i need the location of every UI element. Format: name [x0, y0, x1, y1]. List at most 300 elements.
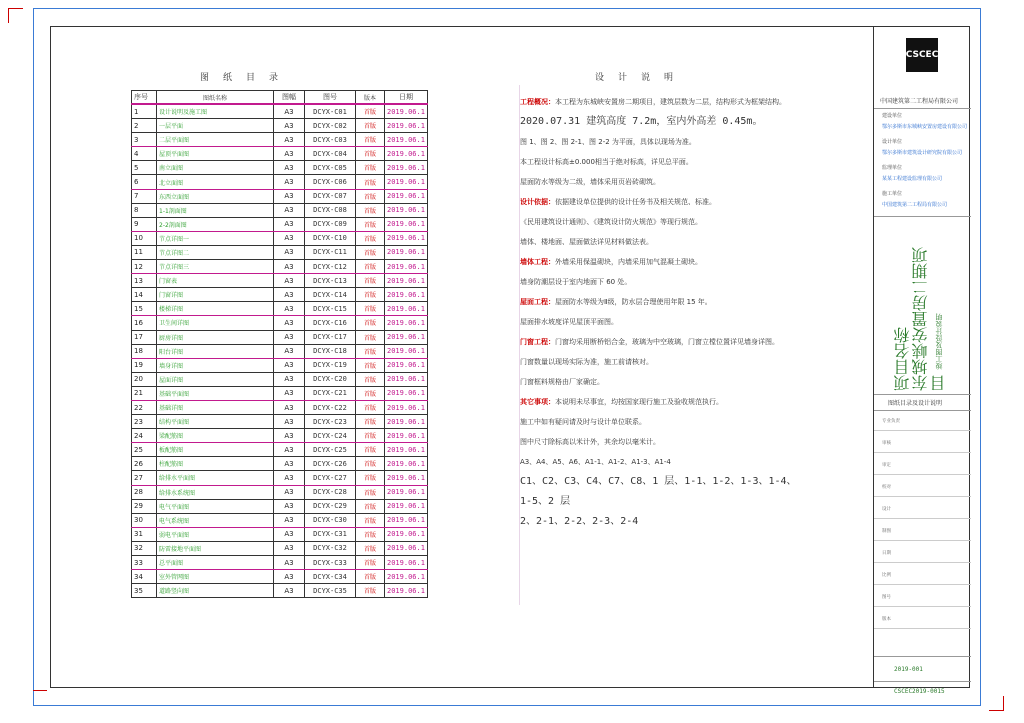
date: 2019.06.1 [385, 527, 428, 541]
note-paragraph [520, 272, 805, 292]
title-block-field: 制图 [882, 529, 891, 534]
row-number: 11 [132, 245, 157, 259]
drawing-code: DCYX-C11 [305, 245, 356, 259]
date: 2019.06.1 [385, 443, 428, 457]
notes-title: 设计说明 [595, 73, 688, 83]
project-subtitle: 竣工图及设计说明 [935, 313, 943, 370]
sheet-size: A3 [274, 104, 305, 119]
sheet-size: A3 [274, 372, 305, 386]
version: 首版 [356, 415, 385, 429]
crop-mark-bottom-right [989, 696, 1004, 711]
version: 首版 [356, 104, 385, 119]
table-row [132, 429, 428, 443]
date: 2019.06.1 [385, 485, 428, 499]
date: 2019.06.1 [385, 541, 428, 555]
table-row [132, 260, 428, 274]
title-block [873, 26, 971, 695]
unit-label-3: 监理单位 [882, 165, 903, 171]
table-row [132, 203, 428, 217]
header-name: 图纸名称 [157, 91, 274, 105]
table-row [132, 499, 428, 513]
unit-label-4: 施工单位 [882, 191, 903, 197]
design-notes [520, 92, 805, 532]
sheet-size: A3 [274, 175, 305, 189]
drawing-code: DCYX-C29 [305, 499, 356, 513]
divider [874, 452, 971, 453]
note-text: 外墙采用保温砌块，内墙采用加气混凝土砌块。 [555, 258, 702, 266]
date: 2019.06.1 [385, 119, 428, 133]
sheet-size: A3 [274, 161, 305, 175]
drawing-code: DCYX-C02 [305, 119, 356, 133]
drawing-code: DCYX-C18 [305, 344, 356, 358]
divider [874, 430, 971, 431]
note-text: 墙身防潮层设于室内地面下 60 处。 [520, 278, 632, 286]
drawing-name: 墙身详图 [157, 358, 274, 372]
divider [874, 216, 971, 217]
table-row [132, 344, 428, 358]
note-paragraph [520, 512, 805, 532]
version: 首版 [356, 231, 385, 245]
drawing-name: 板配筋图 [157, 443, 274, 457]
row-number: 7 [132, 189, 157, 203]
table-row [132, 556, 428, 570]
date: 2019.06.1 [385, 316, 428, 330]
note-text: 屋面排水坡度详见屋顶平面图。 [520, 318, 618, 326]
note-text: C1、C2、C3、C4、C7、C8、1 层、1-1、1-2、1-3、1-4、1-5、2 层 [520, 476, 797, 507]
note-text: 屋面防水等级为二级，墙体采用页岩砖砌筑。 [520, 178, 660, 186]
note-text: 图中尺寸除标高以米计外，其余均以毫米计。 [520, 438, 660, 446]
title-block-field: 校对 [882, 485, 891, 490]
drawing-code: DCYX-C08 [305, 203, 356, 217]
version: 首版 [356, 584, 385, 598]
sheet-size: A3 [274, 485, 305, 499]
row-number: 17 [132, 330, 157, 344]
date: 2019.06.1 [385, 330, 428, 344]
version: 首版 [356, 556, 385, 570]
crop-mark-top-left [8, 8, 23, 23]
drawing-code: DCYX-C35 [305, 584, 356, 598]
version: 首版 [356, 133, 385, 147]
note-heading: 墙体工程： [520, 258, 555, 266]
sheet-size: A3 [274, 556, 305, 570]
version: 首版 [356, 175, 385, 189]
version: 首版 [356, 386, 385, 400]
note-text: 2020.07.31 建筑高度 7.2m，室内外高差 0.45m。 [520, 116, 763, 127]
row-number: 29 [132, 499, 157, 513]
note-heading: 设计依据： [520, 198, 555, 206]
date: 2019.06.1 [385, 231, 428, 245]
drawing-code: DCYX-C34 [305, 570, 356, 584]
date: 2019.06.1 [385, 499, 428, 513]
row-number: 16 [132, 316, 157, 330]
divider [874, 681, 971, 682]
drawing-code: DCYX-C26 [305, 457, 356, 471]
drawing-code: DCYX-C07 [305, 189, 356, 203]
row-number: 30 [132, 513, 157, 527]
version: 首版 [356, 457, 385, 471]
drawing-list-body [132, 104, 428, 598]
row-number: 2 [132, 119, 157, 133]
sheet-size: A3 [274, 541, 305, 555]
header-date: 日期 [385, 91, 428, 105]
date: 2019.06.1 [385, 429, 428, 443]
drawing-code: DCYX-C19 [305, 358, 356, 372]
date: 2019.06.1 [385, 400, 428, 414]
drawing-code: DCYX-C03 [305, 133, 356, 147]
version: 首版 [356, 443, 385, 457]
date: 2019.06.1 [385, 415, 428, 429]
table-row [132, 584, 428, 598]
date: 2019.06.1 [385, 372, 428, 386]
company-logo: CSCEC [906, 38, 938, 72]
drawing-code: DCYX-C23 [305, 415, 356, 429]
note-paragraph [520, 92, 805, 112]
row-number: 23 [132, 415, 157, 429]
row-number: 9 [132, 217, 157, 231]
table-row [132, 302, 428, 316]
row-number: 22 [132, 400, 157, 414]
sheet-size: A3 [274, 260, 305, 274]
sheet-size: A3 [274, 147, 305, 161]
drawing-name: 屋面详图 [157, 372, 274, 386]
unit-label-1: 建设单位 [882, 113, 903, 119]
divider [874, 584, 971, 585]
drawing-code: DCYX-C05 [305, 161, 356, 175]
note-paragraph [520, 212, 805, 232]
drawing-list-title: 图纸目录 [200, 73, 293, 83]
sheet-size: A3 [274, 471, 305, 485]
drawing-code: DCYX-C30 [305, 513, 356, 527]
sheet-size: A3 [274, 358, 305, 372]
header-size: 图幅 [274, 91, 305, 105]
date: 2019.06.1 [385, 457, 428, 471]
drawing-name: 2-2剖面图 [157, 217, 274, 231]
row-number: 1 [132, 104, 157, 119]
table-row [132, 316, 428, 330]
table-row [132, 119, 428, 133]
table-row [132, 400, 428, 414]
title-block-field: 审定 [882, 463, 891, 468]
unit-label-2: 设计单位 [882, 139, 903, 145]
drawing-code: DCYX-C24 [305, 429, 356, 443]
row-number: 3 [132, 133, 157, 147]
sheet-name: 图纸目录及设计说明 [888, 400, 943, 407]
sheet-size: A3 [274, 288, 305, 302]
row-number: 8 [132, 203, 157, 217]
drawing-name: 给排水平面图 [157, 471, 274, 485]
row-number: 15 [132, 302, 157, 316]
row-number: 33 [132, 556, 157, 570]
row-number: 19 [132, 358, 157, 372]
divider [874, 108, 971, 109]
table-row [132, 358, 428, 372]
drawing-name: 给排水系统图 [157, 485, 274, 499]
sheet-size: A3 [274, 386, 305, 400]
row-number: 24 [132, 429, 157, 443]
drawing-name: 厨房详图 [157, 330, 274, 344]
drawing-name: 楼梯详图 [157, 302, 274, 316]
version: 首版 [356, 344, 385, 358]
drawing-code: DCYX-C20 [305, 372, 356, 386]
note-paragraph [520, 472, 805, 512]
note-paragraph [520, 192, 805, 212]
sheet-size: A3 [274, 570, 305, 584]
unit-name-4: 中国建筑第二工程局有限公司 [882, 202, 948, 208]
red-mark [33, 690, 47, 691]
drawing-name: 基础详图 [157, 400, 274, 414]
note-text: 本说明未尽事宜，均按国家现行施工及验收规范执行。 [555, 398, 723, 406]
drawing-name: 北立面图 [157, 175, 274, 189]
table-row [132, 133, 428, 147]
drawing-code: DCYX-C22 [305, 400, 356, 414]
title-block-field: 专业负责 [882, 419, 900, 424]
drawing-name: 节点详图一 [157, 231, 274, 245]
company-name: 中国建筑第二工程局有限公司 [880, 98, 959, 105]
row-number: 26 [132, 457, 157, 471]
drawing-code: DCYX-C27 [305, 471, 356, 485]
version: 首版 [356, 189, 385, 203]
divider [874, 540, 971, 541]
table-row [132, 217, 428, 231]
drawing-code: DCYX-C15 [305, 302, 356, 316]
divider [874, 518, 971, 519]
drawing-code: DCYX-C04 [305, 147, 356, 161]
sheet-size: A3 [274, 119, 305, 133]
sheet-size: A3 [274, 443, 305, 457]
table-row [132, 161, 428, 175]
date: 2019.06.1 [385, 358, 428, 372]
divider [874, 496, 971, 497]
table-row [132, 527, 428, 541]
note-heading: 门窗工程： [520, 338, 555, 346]
date: 2019.06.1 [385, 570, 428, 584]
date: 2019.06.1 [385, 556, 428, 570]
table-row [132, 104, 428, 119]
sheet-size: A3 [274, 513, 305, 527]
table-row [132, 457, 428, 471]
drawing-name: 阳台详图 [157, 344, 274, 358]
drawing-name: 电气平面图 [157, 499, 274, 513]
note-text: 门窗框料规格由厂家确定。 [520, 378, 604, 386]
drawing-code: CSCEC2019-0015 [894, 688, 945, 695]
sheet-size: A3 [274, 457, 305, 471]
date: 2019.06.1 [385, 471, 428, 485]
drawing-name: 屋顶平面图 [157, 147, 274, 161]
version: 首版 [356, 260, 385, 274]
drawing-name: 梁配筋图 [157, 429, 274, 443]
table-row [132, 372, 428, 386]
drawing-name: 道路竖向图 [157, 584, 274, 598]
title-block-field: 比例 [882, 573, 891, 578]
sheet-size: A3 [274, 584, 305, 598]
version: 首版 [356, 203, 385, 217]
drawing-name: 设计说明及施工图 [157, 104, 274, 119]
drawing-code: DCYX-C09 [305, 217, 356, 231]
date: 2019.06.1 [385, 104, 428, 119]
sheet-size: A3 [274, 203, 305, 217]
date: 2019.06.1 [385, 147, 428, 161]
drawing-name: 结构平面图 [157, 415, 274, 429]
sheet-size: A3 [274, 316, 305, 330]
table-row [132, 541, 428, 555]
drawing-name: 1-1剖面图 [157, 203, 274, 217]
date: 2019.06.1 [385, 302, 428, 316]
date: 2019.06.1 [385, 344, 428, 358]
divider [874, 562, 971, 563]
sheet-size: A3 [274, 217, 305, 231]
drawing-list-table [131, 90, 428, 598]
sheet-size: A3 [274, 400, 305, 414]
drawing-name: 门窗表 [157, 274, 274, 288]
drawing-name: 卫生间详图 [157, 316, 274, 330]
drawing-name: 总平面图 [157, 556, 274, 570]
note-paragraph [520, 392, 805, 412]
version: 首版 [356, 570, 385, 584]
drawing-code: DCYX-C14 [305, 288, 356, 302]
row-number: 27 [132, 471, 157, 485]
note-text: 依据建设单位提供的设计任务书及相关规范、标准。 [555, 198, 716, 206]
note-paragraph [520, 172, 805, 192]
note-text: A3、A4、A5、A6、A1-1、A1-2、A1-3、A1-4 [520, 458, 671, 466]
drawing-code: DCYX-C31 [305, 527, 356, 541]
date: 2019.06.1 [385, 274, 428, 288]
sheet-size: A3 [274, 245, 305, 259]
version: 首版 [356, 330, 385, 344]
table-row [132, 274, 428, 288]
note-heading: 其它事项： [520, 398, 555, 406]
title-block-field: 日期 [882, 551, 891, 556]
drawing-code: DCYX-C13 [305, 274, 356, 288]
note-paragraph [520, 132, 805, 152]
drawing-code: DCYX-C32 [305, 541, 356, 555]
row-number: 31 [132, 527, 157, 541]
version: 首版 [356, 429, 385, 443]
table-row [132, 231, 428, 245]
version: 首版 [356, 288, 385, 302]
note-paragraph [520, 112, 805, 132]
row-number: 6 [132, 175, 157, 189]
date: 2019.06.1 [385, 203, 428, 217]
note-paragraph [520, 432, 805, 452]
date: 2019.06.1 [385, 189, 428, 203]
note-text: 《民用建筑设计通则》、《建筑设计防火规范》等现行规范。 [520, 218, 702, 226]
sheet-size: A3 [274, 189, 305, 203]
version: 首版 [356, 119, 385, 133]
title-block-field: 图号 [882, 595, 891, 600]
table-row [132, 288, 428, 302]
version: 首版 [356, 513, 385, 527]
note-text: 屋面防水等级为Ⅱ级，防水层合理使用年限 15 年。 [555, 298, 712, 306]
divider [874, 606, 971, 607]
drawing-code: DCYX-C10 [305, 231, 356, 245]
unit-name-1: 鄂尔多斯市东城峡安置房建设有限公司 [882, 124, 968, 130]
version: 首版 [356, 527, 385, 541]
date: 2019.06.1 [385, 386, 428, 400]
date: 2019.06.1 [385, 584, 428, 598]
version: 首版 [356, 245, 385, 259]
date: 2019.06.1 [385, 513, 428, 527]
date: 2019.06.1 [385, 133, 428, 147]
table-row [132, 175, 428, 189]
drawing-name: 防雷接地平面图 [157, 541, 274, 555]
date: 2019.06.1 [385, 217, 428, 231]
row-number: 5 [132, 161, 157, 175]
row-number: 35 [132, 584, 157, 598]
note-paragraph [520, 452, 805, 472]
drawing-name: 门窗详图 [157, 288, 274, 302]
drawing-name: 基础平面图 [157, 386, 274, 400]
row-number: 34 [132, 570, 157, 584]
date: 2019.06.1 [385, 260, 428, 274]
version: 首版 [356, 541, 385, 555]
note-paragraph [520, 352, 805, 372]
note-text: 本工程为东城峡安置房二期项目，建筑层数为二层，结构形式为框架结构。 [555, 98, 786, 106]
note-text: 墙体、楼地面、屋面做法详见材料做法表。 [520, 238, 653, 246]
table-row [132, 513, 428, 527]
project-name-vertical [894, 241, 954, 391]
table-row [132, 485, 428, 499]
row-number: 32 [132, 541, 157, 555]
drawing-code: DCYX-C28 [305, 485, 356, 499]
table-header-row [132, 91, 428, 105]
version: 首版 [356, 485, 385, 499]
version: 首版 [356, 302, 385, 316]
drawing-name: 二层平面图 [157, 133, 274, 147]
drawing-number: 2019-001 [894, 666, 923, 673]
drawing-code: DCYX-C12 [305, 260, 356, 274]
note-paragraph [520, 412, 805, 432]
row-number: 28 [132, 485, 157, 499]
row-number: 20 [132, 372, 157, 386]
table-row [132, 471, 428, 485]
drawing-name: 室外管网图 [157, 570, 274, 584]
note-paragraph [520, 292, 805, 312]
version: 首版 [356, 372, 385, 386]
note-heading: 屋面工程： [520, 298, 555, 306]
note-text: 本工程设计标高±0.000相当于绝对标高，详见总平面。 [520, 158, 693, 166]
note-paragraph [520, 332, 805, 352]
version: 首版 [356, 161, 385, 175]
title-block-field: 版本 [882, 617, 891, 622]
table-row [132, 330, 428, 344]
header-code: 图号 [305, 91, 356, 105]
note-paragraph [520, 312, 805, 332]
sheet-size: A3 [274, 344, 305, 358]
version: 首版 [356, 358, 385, 372]
header-version: 版本 [356, 91, 385, 105]
drawing-name: 东西立面图 [157, 189, 274, 203]
drawing-name: 电气系统图 [157, 513, 274, 527]
row-number: 21 [132, 386, 157, 400]
table-row [132, 570, 428, 584]
sheet-size: A3 [274, 499, 305, 513]
table-row [132, 415, 428, 429]
drawing-code: DCYX-C17 [305, 330, 356, 344]
row-number: 4 [132, 147, 157, 161]
sheet-size: A3 [274, 330, 305, 344]
table-row [132, 443, 428, 457]
title-block-field: 设计 [882, 507, 891, 512]
version: 首版 [356, 217, 385, 231]
drawing-code: DCYX-C01 [305, 104, 356, 119]
version: 首版 [356, 274, 385, 288]
table-row [132, 386, 428, 400]
drawing-name: 南立面图 [157, 161, 274, 175]
note-text: 2、2-1、2-2、2-3、2-4 [520, 516, 639, 527]
row-number: 18 [132, 344, 157, 358]
sheet-size: A3 [274, 302, 305, 316]
unit-name-2: 鄂尔多斯市建筑设计研究院有限公司 [882, 150, 963, 156]
